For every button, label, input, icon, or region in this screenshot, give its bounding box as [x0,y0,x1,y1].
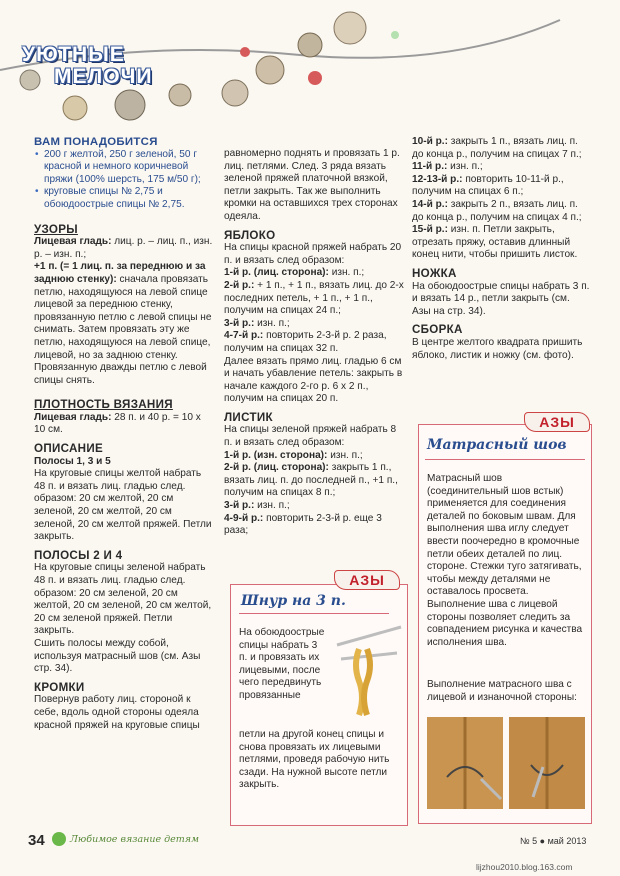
leaf-heading: ЛИСТИК [224,410,273,424]
leaf-row-15: 15-й р.: изн. п. Петли закрыть, отрезать пряжу, оставив длинный конец нити, чтобы пришить листок. [412,224,578,261]
assembly-text: В центре желтого квадрата пришить яблоко, листик и ножку (см. фото). [412,336,583,361]
leaf-row-12-13: 12-13-й р.: повторить 10-11-й р., получим на спицах 6 п.; [412,173,564,198]
stripes24-text-2: Сшить полосы между собой, используя матрасный шов (см. Азы стр. 34). [34,637,201,675]
basics-cord-box [230,584,408,826]
basics-seam-text-2: Выполнение матрасного шва с лицевой и изнаночной стороны: [427,679,577,703]
seam-back-illustration [509,717,585,809]
patterns-text-1: Лицевая гладь: лиц. р. – лиц. п., изн. р. – изн. п.; [34,236,213,260]
basics-cord-text-bottom: петли на другой конец спицы и снова провязать их лицевыми петлями, проведя рабочую нить сзади. На нужной высоте петли закрыть. [239,729,390,791]
apple-heading: ЯБЛОКО [224,228,276,242]
section-title [22,44,152,88]
materials-item: • 200 г желтой, 250 г зеленой, 50 г красной и немного коричневой пряжи (100% шерсть, 175 м/50 г); [44,149,214,187]
cord-illustration [331,625,405,725]
patterns-text-2: +1 п. (= 1 лиц. п. за переднюю и за заднюю стенку): сначала провязать петлю, находящуюся на левой спице лицевой за переднюю стенку, провязанную петлю с левой спицы не снимать. Затем провязать эту же петлю, находящуюся на левой спице, лицевой, но за заднюю стенку. Провязанную дважды петлю с левой спицы снять. [34,261,212,386]
basics-seam-text: Матрасный шов (соединительный шов встык) применяется для соединения деталей по боковым швам. Для выполнения шва иглу следует ввести поочередно в кромочные петли обеих деталей по лиц. стороне. Стежки туго затягивать, чтобы между деталями не оставалось просвета. Выполнение шва с лицевой стороны позволяет следить за совпадением рисунка и качества исполнения шва. [427,473,583,648]
watermark: lijzhou2010.blog.163.com [476,862,573,872]
leg-text: На обоюдоострые спицы набрать 3 п. и вязать 14 р., петли закрыть (см. Азы на стр. 34). [412,280,590,317]
leaf-row-4-9: 4-9-й р.: повторить 2-3-й р. еще 3 раза; [224,512,382,537]
density-heading: ПЛОТНОСТЬ ВЯЗАНИЯ [34,398,173,412]
description-heading: ОПИСАНИЕ [34,442,103,456]
basics-cord-title: Шнур на 3 п. [241,593,346,609]
seam-divider [425,459,585,460]
seam-front-illustration [427,717,503,809]
leaf-row-10: 10-й р.: закрыть 1 п., вязать лиц. п. до конца р., получим на спицах 7 п.; [412,136,582,160]
section-title-line1: УЮТНЫЕ [22,43,125,66]
apple-row-3: 3-й р.: изн. п.; [224,317,290,329]
patterns-heading: УЗОРЫ [34,222,78,236]
apple-row-2: 2-й р.: + 1 п., + 1 п., вязать лиц. до 2-х последних петель, + 1 п., + 1 п., получим на спицах 24 п.; [224,279,404,317]
apple-rest: Далее вязать прямо лиц. гладью 6 см и начать убавление петель: закрыть в начале каждого 2-го р. 6 х 2 п., получим на спицах 20 п. [224,355,403,405]
stripes135-heading: Полосы 1, 3 и 5 [34,455,111,467]
leaf-row-11: 11-й р.: изн. п.; [412,161,483,173]
edges-text: Повернув работу лиц. стороной к себе, вдоль одной стороны одеяла красной пряжей на круговые спицы [34,694,200,731]
column-1 [34,136,214,732]
basics-cord-text-top: На обоюдоострые спицы набрать 3 п. и провязать их лицевыми, после чего передвинуть провязанные [239,627,325,701]
apple-intro: На спицы красной пряжей набрать 20 п. и вязать след образом: [224,242,402,266]
leaf-row-14: 14-й р.: закрыть 2 п., вязать лиц. п. до конца р., получим на спицах 4 п.; [412,198,582,223]
assembly-heading: СБОРКА [412,323,463,337]
leaf-row-1: 1-й р. (изн. сторона): изн. п.; [224,449,363,461]
materials-heading: ВАМ ПОНАДОБИТСЯ [34,136,158,148]
apple-row-4-7: 4-7-й р.: повторить 2-3-й р. 2 раза, получим на спицах 32 п. [224,330,387,354]
magazine-name: Любимое вязание детям [70,834,199,845]
cord-divider [239,613,389,614]
section-title-line2: МЕЛОЧИ [54,65,153,88]
stripes24-heading: ПОЛОСЫ 2 И 4 [34,548,123,562]
leaf-row-3: 3-й р.: изн. п.; [224,500,290,512]
leaf-intro: На спицы зеленой пряжей набрать 8 п. и вязать след образом: [224,424,397,449]
seam-photo-back [509,717,585,809]
density-text: Лицевая гладь: 28 п. и 40 р. = 10 х 10 см. [34,411,201,436]
yarn-ball-icon [52,832,66,846]
page-number: 34 [28,832,45,849]
issue-info: № 5 ● май 2013 [520,836,587,846]
materials-item: • круговые спицы № 2,75 и обоюдоострые спицы № 2,75. [44,186,214,211]
stripes24-text: На круговые спицы зеленой набрать 48 п. и вязать лиц. гладью след. образом: 20 см зеленой, 20 см желтой, 20 см зеленой, 20 см желтой, 20 см зеленой пряжей. Петли закрыть. [34,562,212,637]
basics-cord-tag: АЗЫ [334,570,400,590]
basics-seam-box [418,424,592,824]
basics-seam-tag: АЗЫ [524,412,590,432]
edges-heading: КРОМКИ [34,680,85,694]
basics-seam-title: Матрасный шов [427,437,567,453]
column-3 [412,136,590,362]
seam-photo-front [427,717,503,809]
edges-continuation: равномерно поднять и провязать 1 р. лиц. петлями. След. 3 ряда вязать зеленой пряжей платочной вязкой, петли закрыть. Так же выполнить кромки на оставшихся трех сторонах одеяла. [224,148,400,222]
leaf-row-2: 2-й р. (лиц. сторона): закрыть 1 п., вязать лиц. п. до последней п., +1 п., получим на спицах 8 п.; [224,462,398,499]
apple-row-1: 1-й р. (лиц. сторона): изн. п.; [224,267,365,279]
stripes135-text: На круговые спицы желтой набрать 48 п. и вязать лиц. гладью след. образом: 20 см желтой, 20 см зеленой, 20 см желтой, 20 см зеленой, 20 см желтой пряжей. Петли закрыть. [34,468,212,543]
leg-heading: НОЖКА [412,266,457,280]
materials-list [34,149,214,212]
column-2 [224,148,404,538]
